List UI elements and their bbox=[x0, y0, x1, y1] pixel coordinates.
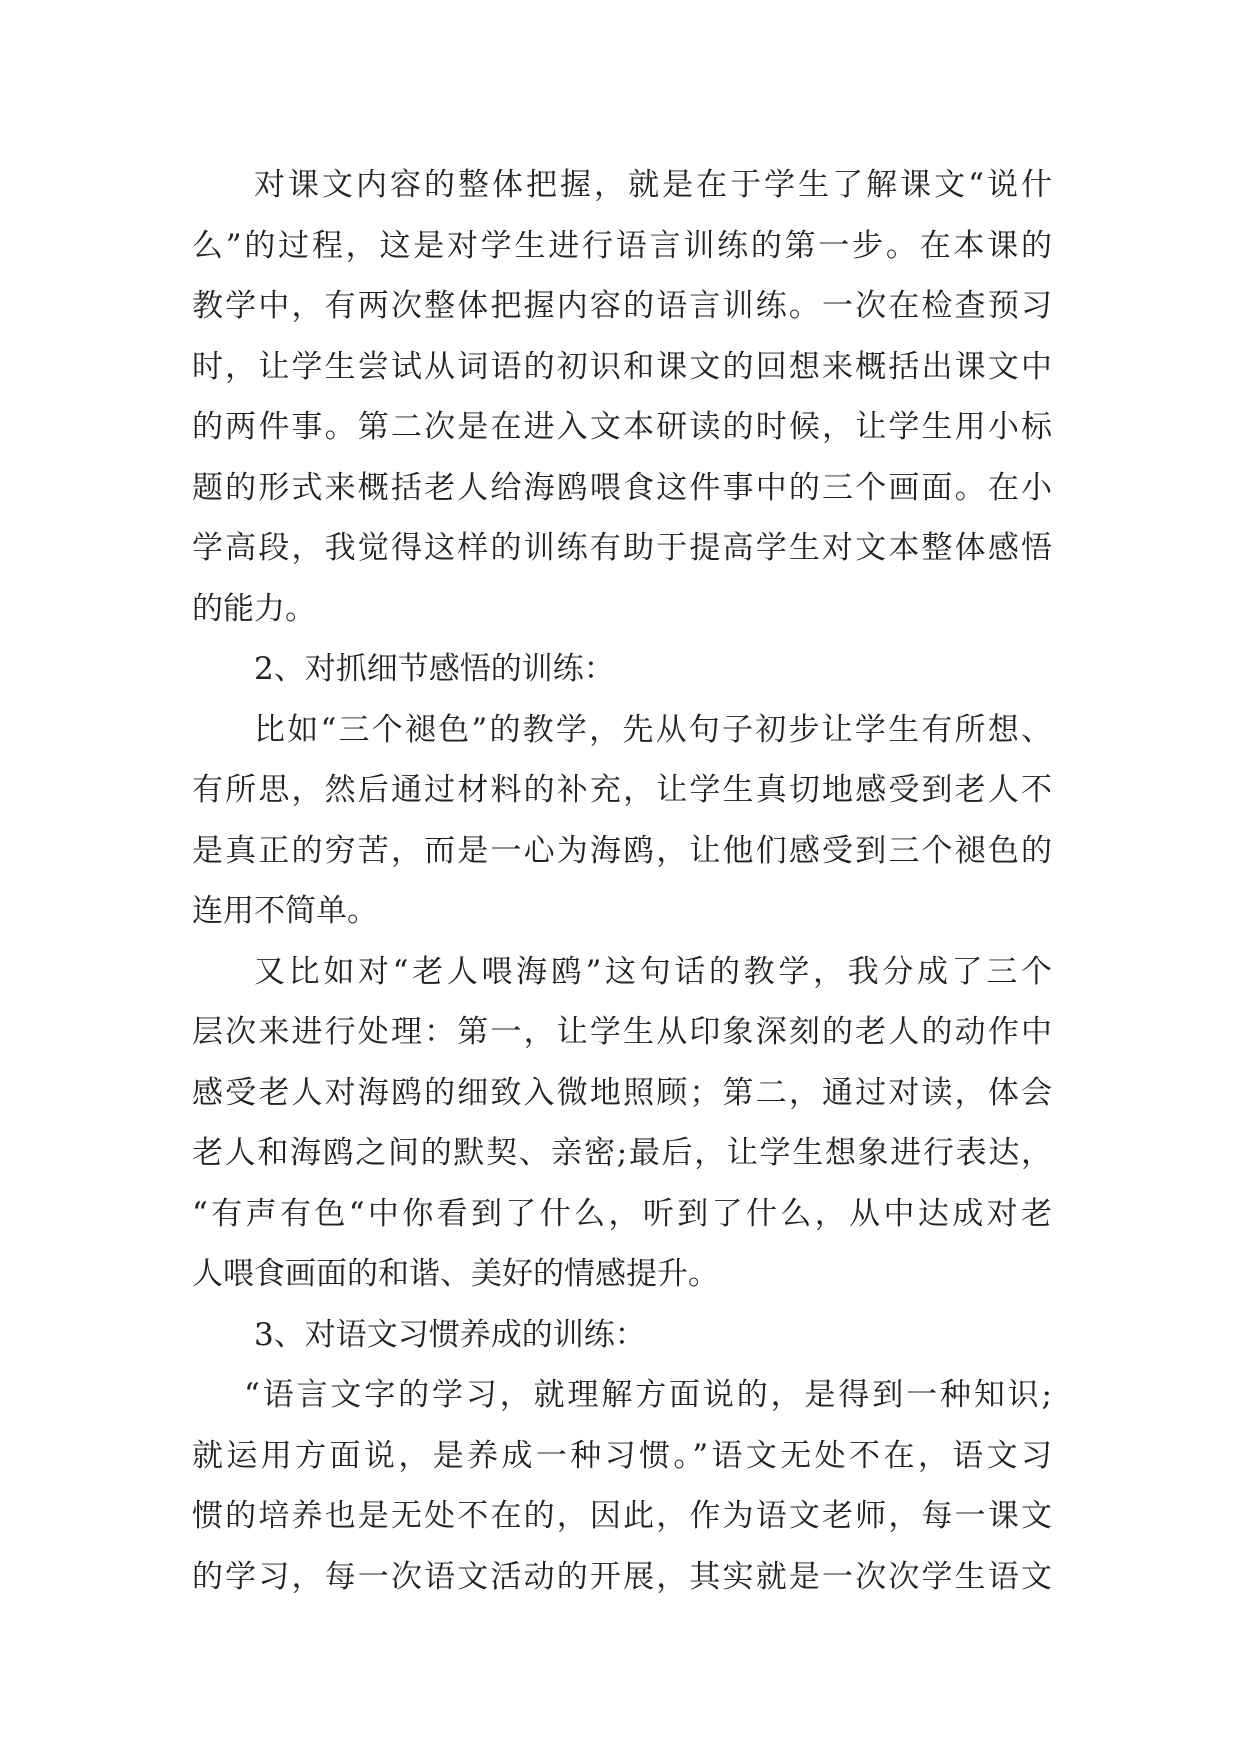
text-line: 感受老人对海鸥的细致入微地照顾；第二，通过对读，体会 bbox=[192, 1074, 1052, 1111]
text-line: 学高段，我觉得这样的训练有助于提高学生对文本整体感悟 bbox=[192, 530, 1052, 566]
text-line: 时，让学生尝试从词语的初识和课文的回想来概括出课文中 bbox=[192, 348, 1052, 385]
text-line: 有所思，然后通过材料的补充，让学生真切地感受到老人不 bbox=[192, 772, 1052, 808]
section-heading: 3、对语文习惯养成的训练： bbox=[254, 1316, 646, 1353]
text-line: 题的形式来概括老人给海鸥喂食这件事中的三个画面。在小 bbox=[192, 469, 1052, 506]
text-line: 又比如对“老人喂海鸥”这句话的教学，我分成了三个 bbox=[254, 953, 1052, 990]
section-heading: 2、对抓细节感悟的训练： bbox=[254, 651, 615, 687]
text-line: 就运用方面说，是养成一种习惯。”语文无处不在，语文习 bbox=[192, 1437, 1052, 1474]
text-line: 惯的培养也是无处不在的，因此，作为语文老师，每一课文 bbox=[192, 1498, 1052, 1534]
text-line: 连用不简单。 bbox=[192, 893, 378, 929]
text-line: 老人和海鸥之间的默契、亲密;最后，让学生想象进行表达， bbox=[192, 1135, 1052, 1171]
text-line: “有声有色“中你看到了什么，听到了什么，从中达成对老 bbox=[192, 1195, 1052, 1232]
text-line: 人喂食画面的和谐、美好的情感提升。 bbox=[192, 1256, 719, 1292]
text-line: 的学习，每一次语文活动的开展，其实就是一次次学生语文 bbox=[192, 1558, 1052, 1595]
text-line: 么”的过程，这是对学生进行语言训练的第一步。在本课的 bbox=[192, 227, 1052, 264]
text-line: 教学中，有两次整体把握内容的语言训练。一次在检查预习 bbox=[192, 288, 1052, 324]
text-line: “语言文字的学习，就理解方面说的，是得到一种知识; bbox=[244, 1377, 1052, 1413]
text-line: 是真正的穷苦，而是一心为海鸥，让他们感受到三个褪色的 bbox=[192, 832, 1052, 869]
text-line: 的能力。 bbox=[192, 590, 316, 627]
text-line: 对课文内容的整体把握，就是在于学生了解课文“说什 bbox=[254, 167, 1052, 203]
text-line: 层次来进行处理：第一，让学生从印象深刻的老人的动作中 bbox=[192, 1014, 1052, 1050]
text-line: 的两件事。第二次是在进入文本研读的时候，让学生用小标 bbox=[192, 409, 1052, 445]
document-body bbox=[192, 155, 1052, 1607]
text-line: 比如“三个褪色”的教学，先从句子初步让学生有所想、 bbox=[254, 711, 1052, 748]
